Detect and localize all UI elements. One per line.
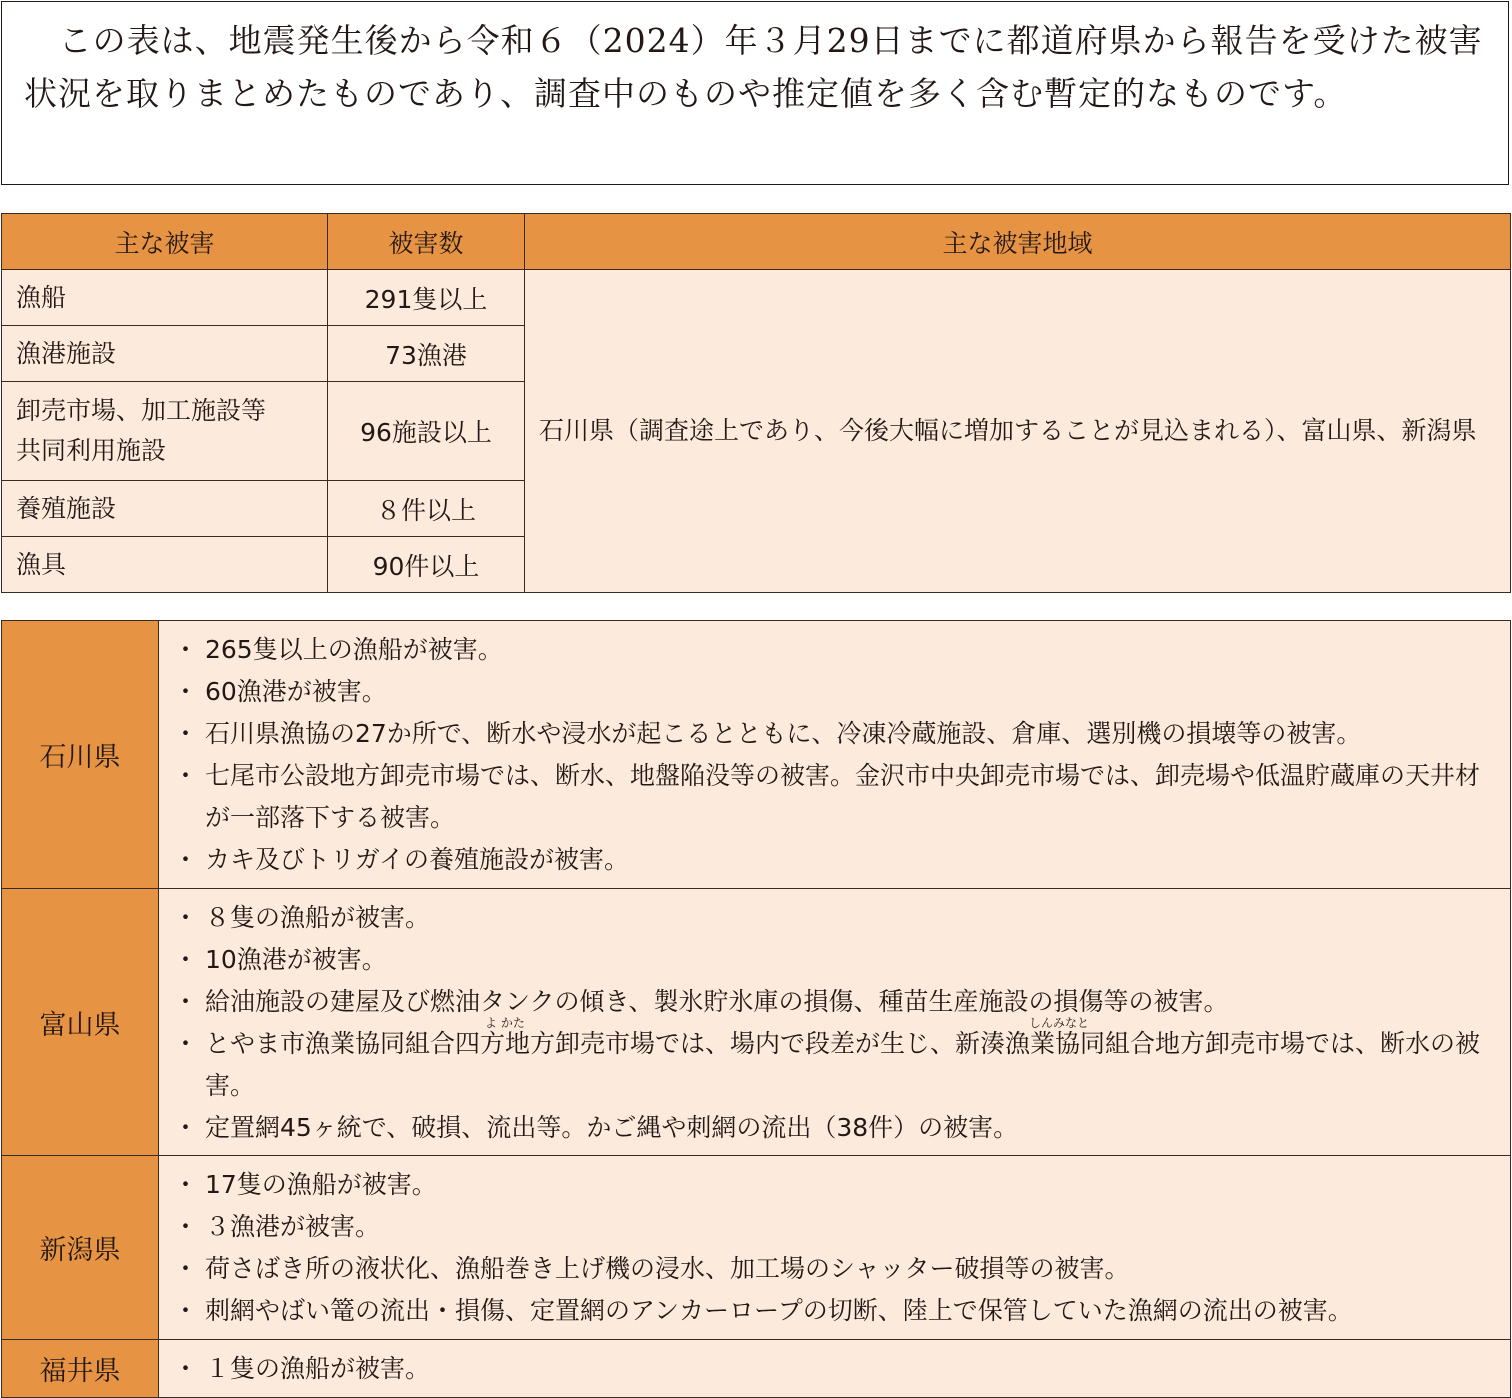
- list-item: ・ 荷さばき所の液状化、漁船巻き上げ機の浸水、加工場のシャッター破損等の被害。: [177, 1248, 1494, 1290]
- prefecture-row-niigata: [2, 1156, 1511, 1340]
- prefecture-detail-table: [1, 620, 1511, 1398]
- intro-box: [1, 1, 1509, 185]
- row-count: 73漁港: [328, 326, 525, 382]
- prefecture-detail: [159, 621, 1511, 889]
- row-item: [2, 382, 328, 481]
- ruby-yokata: ・ よ かた: [485, 1016, 525, 1030]
- list-item: ・ 給油施設の建屋及び燃油タンクの傾き、製氷貯氷庫の損傷、種苗生産施設の損傷等の被害。: [177, 981, 1494, 1023]
- prefecture-row-fukui: [2, 1340, 1511, 1398]
- row-item: 漁具: [2, 537, 328, 593]
- list-item: ・ １隻の漁船が被害。: [177, 1348, 1494, 1390]
- prefecture-detail: [159, 1340, 1511, 1398]
- row-count: 291隻以上: [328, 270, 525, 326]
- list-item: ・ 265隻以上の漁船が被害。: [177, 629, 1494, 671]
- list-item: ・ 17隻の漁船が被害。: [177, 1164, 1494, 1206]
- damage-region: 石川県（調査途上であり、今後大幅に増加することが見込まれる）、富山県、新潟県: [525, 270, 1511, 593]
- list-item: ・ 定置網45ヶ統で、破損、流出等。かご縄や刺網の流出（38件）の被害。: [177, 1107, 1494, 1149]
- prefecture-detail: [159, 1156, 1511, 1340]
- prefecture-row-toyama: [2, 889, 1511, 1156]
- prefecture-row-ishikawa: [2, 621, 1511, 889]
- prefecture-name: 石川県: [2, 621, 159, 889]
- prefecture-name: 新潟県: [2, 1156, 159, 1340]
- row-count: ８件以上: [328, 481, 525, 537]
- list-item: ・ カキ及びトリガイの養殖施設が被害。: [177, 839, 1494, 881]
- list-item-with-ruby: [177, 1016, 1494, 1107]
- list-item: ・ 60漁港が被害。: [177, 671, 1494, 713]
- row-item: 漁船: [2, 270, 328, 326]
- prefecture-name: 福井県: [2, 1340, 159, 1398]
- header-damage-region: 主な被害地域: [525, 214, 1511, 270]
- list-item-text: とやま市漁業協同組合四方地方卸売市場では、場内で段差が生じ、新湊漁業協同組合地方卸売市場では、断水の被害。: [205, 1029, 1481, 1100]
- row-item-line1: 卸売市場、加工施設等: [16, 396, 267, 425]
- table-header-row: [2, 214, 1511, 270]
- row-count: 96施設以上: [328, 382, 525, 481]
- intro-text: この表は、地震発生後から令和６（2024）年３月29日までに都道府県から報告を受けた被害状況を取りまとめたものであり、調査中のものや推定値を多く含む暫定的なものです。: [24, 21, 1483, 113]
- header-main-damage: 主な被害: [2, 214, 328, 270]
- list-item: ・ ８隻の漁船が被害。: [177, 897, 1494, 939]
- header-damage-count: 被害数: [328, 214, 525, 270]
- list-item: ・ 刺網やばい篭の流出・損傷、定置網のアンカーロープの切断、陸上で保管していた漁網の流出の被害。: [177, 1290, 1494, 1332]
- row-item: 養殖施設: [2, 481, 328, 537]
- ruby-shinminato: しんみなと: [1029, 1016, 1090, 1030]
- damage-summary-table: [1, 213, 1511, 593]
- row-item: 漁港施設: [2, 326, 328, 382]
- prefecture-name: 富山県: [2, 889, 159, 1156]
- row-count: 90件以上: [328, 537, 525, 593]
- list-item: ・ 石川県漁協の27か所で、断水や浸水が起こるとともに、冷凍冷蔵施設、倉庫、選別機の損壊等の被害。: [177, 713, 1494, 755]
- table-row: [2, 270, 1511, 326]
- list-item: ・ 10漁港が被害。: [177, 939, 1494, 981]
- list-item: ・ ３漁港が被害。: [177, 1206, 1494, 1248]
- prefecture-detail: [159, 889, 1511, 1156]
- list-item: ・ 七尾市公設地方卸売市場では、断水、地盤陥没等の被害。金沢市中央卸売市場では、卸売場や低温貯蔵庫の天井材が一部落下する被害。: [177, 755, 1494, 839]
- row-item-line2: 共同利用施設: [16, 436, 167, 465]
